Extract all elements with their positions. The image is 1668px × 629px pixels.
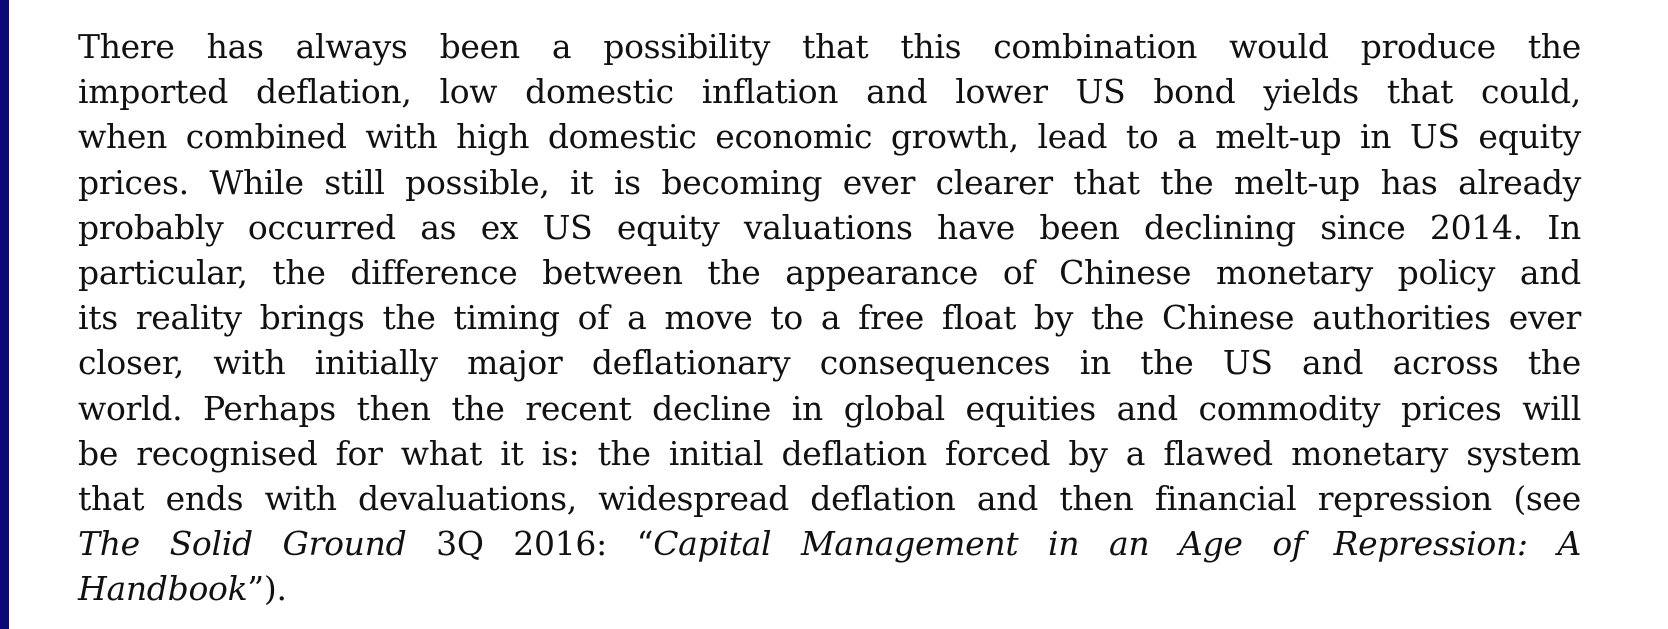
text-segment: ”). [247,569,287,609]
body-paragraph [78,24,1581,611]
paragraph-line [78,69,1581,114]
text-segment: particular, the difference between the appearance of Chinese monetary policy and [78,252,1581,292]
text-segment: closer, with initially major deflationary consequences in the US and across the [78,343,1581,383]
paragraph-line [78,386,1581,431]
text-segment: imported deflation, low domestic inflation and lower US bond yields that could, [78,72,1581,112]
italic-article-title: Handbook [78,569,248,609]
text-segment: 3Q 2016: “ [406,524,654,564]
text-segment: probably occurred as ex US equity valuations have been declining since 2014. In [78,207,1581,247]
italic-publication-title: The Solid Ground [78,524,407,564]
paragraph-line [78,205,1581,250]
text-segment: be recognised for what it is: the initial deflation forced by a flawed monetary system [78,433,1581,473]
text-segment: prices. While still possible, it is becoming ever clearer that the melt-up has already [78,162,1581,202]
paragraph-line [78,24,1581,69]
paragraph-line [78,431,1581,476]
paragraph-line [78,566,1581,611]
paragraph-line [78,521,1581,566]
text-segment: There has always been a possibility that this combination would produce the [78,27,1581,66]
left-margin-bar [0,0,9,629]
text-segment: its reality brings the timing of a move to a free float by the Chinese authorities ever [78,298,1581,338]
paragraph-line [78,160,1581,205]
text-segment: world. Perhaps then the recent decline in global equities and commodity prices will [78,388,1581,428]
paragraph-line [78,476,1581,521]
text-segment: when combined with high domestic economic growth, lead to a melt-up in US equity [78,117,1581,157]
paragraph-line [78,250,1581,295]
text-segment: that ends with devaluations, widespread deflation and then financial repression (see [78,478,1581,518]
paragraph-line [78,114,1581,159]
italic-article-title: Capital Management in an Age of Repression: A [653,524,1581,564]
paragraph-line [78,340,1581,385]
paragraph-line [78,295,1581,340]
